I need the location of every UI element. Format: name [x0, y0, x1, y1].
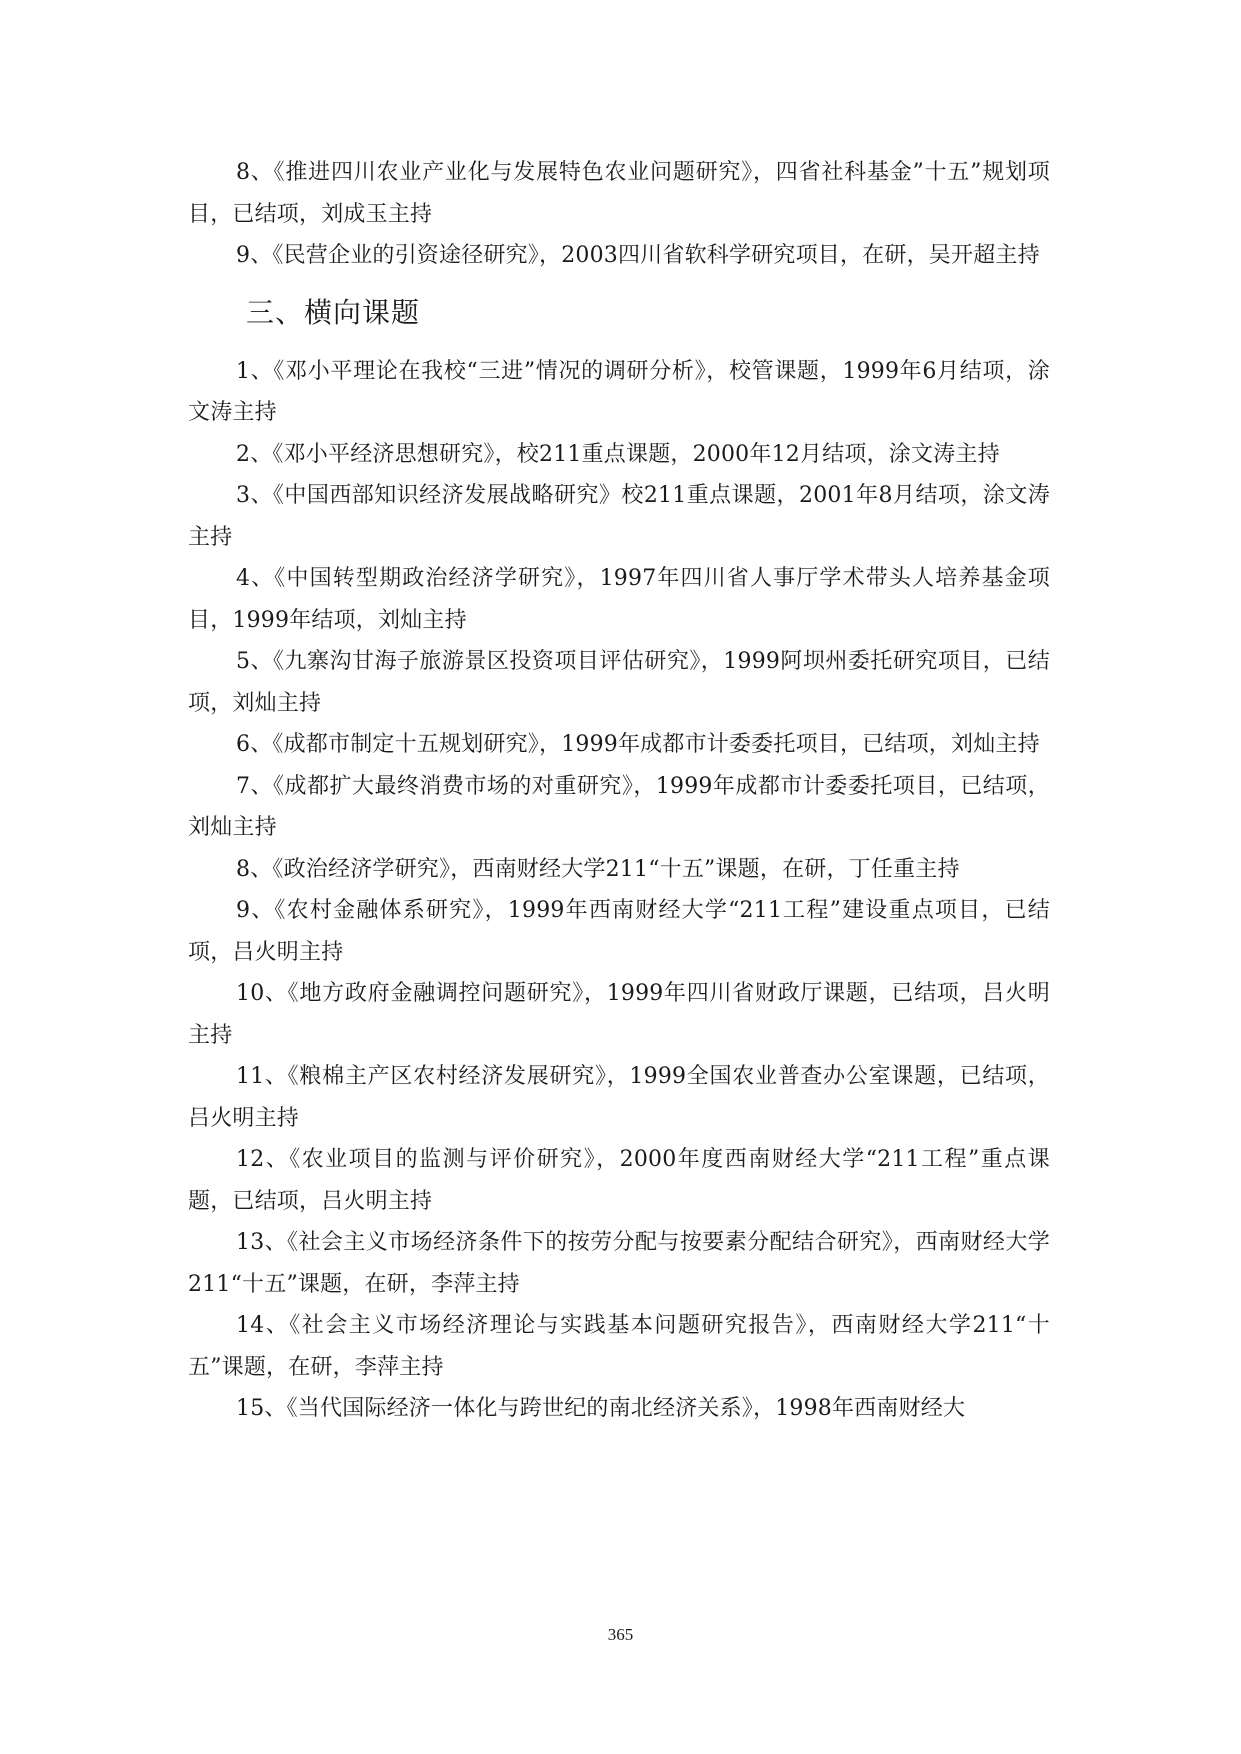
list-item: 15、《当代国际经济一体化与跨世纪的南北经济关系》，1998年西南财经大	[236, 1396, 966, 1421]
list-item: 8、《政治经济学研究》，西南财经大学211“十五”课题，在研，丁任重主持	[236, 856, 960, 882]
list-item: 5、《九寨沟甘海子旅游景区投资项目评估研究》，1999阿坝州委托研究项目，已结项，刘灿主持	[188, 649, 1050, 716]
list-item: 6、《成都市制定十五规划研究》，1999年成都市计委委托项目，已结项，刘灿主持	[236, 732, 1040, 757]
list-item: 2、《邓小平经济思想研究》，校211重点课题，2000年12月结项，涂文涛主持	[236, 441, 1000, 467]
page-number: 365	[607, 1625, 634, 1644]
list-item: 13、《社会主义市场经济条件下的按劳分配与按要素分配结合研究》，西南财经大学211“十五”课题，在研，李萍主持	[188, 1230, 1050, 1297]
list-item: 7、《成都扩大最终消费市场的对重研究》，1999年成都市计委委托项目，已结项，刘灿主持	[188, 773, 1050, 840]
list-item: 8、《推进四川农业产业化与发展特色农业问题研究》，四省社科基金”十五”规划项目，已结项，刘成玉主持	[188, 160, 1050, 227]
list-item: 14、《社会主义市场经济理论与实践基本问题研究报告》，西南财经大学211“十五”课题，在研，李萍主持	[188, 1313, 1050, 1380]
page-content	[188, 152, 1050, 1430]
list-item: 9、《民营企业的引资途径研究》，2003四川省软科学研究项目，在研，吴开超主持	[236, 243, 1040, 268]
list-item: 10、《地方政府金融调控问题研究》，1999年四川省财政厅课题，已结项，吕火明主持	[188, 981, 1050, 1048]
list-item: 3、《中国西部知识经济发展战略研究》校211重点课题，2001年8月结项，涂文涛主持	[188, 483, 1050, 550]
list-item: 1、《邓小平理论在我校“三进”情况的调研分析》，校管课题，1999年6月结项，涂文涛主持	[188, 358, 1050, 425]
list-item: 4、《中国转型期政治经济学研究》，1997年四川省人事厅学术带头人培养基金项目，1999年结项，刘灿主持	[188, 566, 1050, 633]
list-item: 12、《农业项目的监测与评价研究》，2000年度西南财经大学“211工程”重点课题，已结项，吕火明主持	[188, 1147, 1050, 1214]
section-heading: 三、横向课题	[246, 295, 421, 329]
list-item: 11、《粮棉主产区农村经济发展研究》，1999全国农业普查办公室课题，已结项，吕火明主持	[188, 1064, 1050, 1131]
list-item: 9、《农村金融体系研究》，1999年西南财经大学“211工程”建设重点项目，已结项，吕火明主持	[188, 898, 1050, 965]
